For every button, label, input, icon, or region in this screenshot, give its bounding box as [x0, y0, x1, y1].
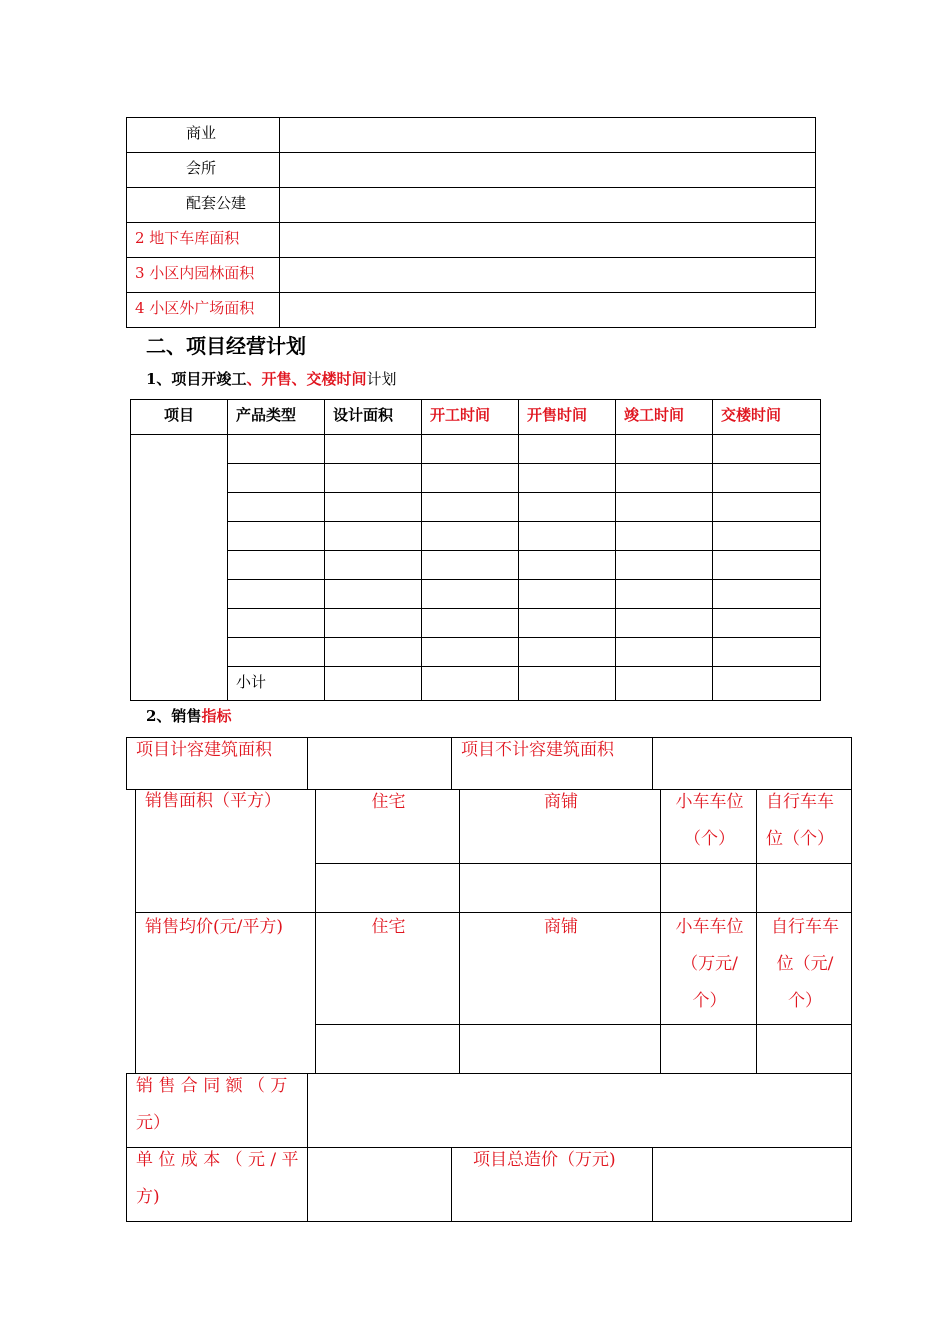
schedule-cell — [616, 638, 713, 667]
schedule-cell — [422, 551, 519, 580]
schedule-row — [131, 667, 821, 701]
schedule-cell — [713, 580, 821, 609]
cell-shops-price-value — [459, 1024, 661, 1074]
cell-car-price-h — [660, 912, 757, 1025]
schedule-cell — [228, 464, 325, 493]
schedule-cell — [228, 551, 325, 580]
schedule-cell — [228, 435, 325, 464]
cell-residential-h2 — [315, 912, 460, 1025]
schedule-cell — [228, 493, 325, 522]
area-row — [127, 223, 816, 258]
shops-label-2: 商铺 — [544, 917, 578, 937]
bike-price-line3: 个） — [788, 991, 822, 1011]
schedule-header-cell: 设计面积 — [325, 400, 422, 435]
car-count-line2: （个） — [684, 829, 735, 849]
schedule-cell — [228, 580, 325, 609]
schedule-cell — [616, 609, 713, 638]
car-price-line1: 小车车位 — [675, 917, 744, 937]
cell-shops-h2 — [459, 912, 661, 1025]
schedule-cell — [713, 464, 821, 493]
area-value-cell — [280, 153, 816, 188]
cell-bike-count-h — [756, 789, 852, 864]
schedule-cell — [422, 464, 519, 493]
cell-bike-price-h — [756, 912, 852, 1025]
schedule-cell — [519, 580, 616, 609]
cell-shops-h1 — [459, 789, 661, 864]
cell-shops-area-value — [459, 863, 661, 913]
schedule-header-cell: 交楼时间 — [713, 400, 821, 435]
schedule-cell — [422, 609, 519, 638]
schedule-cell — [616, 493, 713, 522]
cell-avg-price-label — [135, 912, 316, 1074]
schedule-cell — [616, 464, 713, 493]
cell-sales-area-label — [135, 789, 316, 913]
area-label: 4 小区外广场面积 — [135, 299, 255, 317]
cell-contract-label — [126, 1073, 308, 1148]
area-value-cell — [280, 223, 816, 258]
cell-unit-cost-label — [126, 1147, 308, 1222]
area-table — [126, 117, 816, 328]
bike-count-line2: 位（个） — [766, 829, 834, 849]
schedule-table — [130, 399, 821, 701]
area-row — [127, 118, 816, 153]
schedule-row — [131, 522, 821, 551]
subheading-part2: 、开售、交楼时间 — [246, 370, 367, 388]
area-label-cell — [127, 153, 280, 188]
schedule-cell — [616, 435, 713, 464]
area-value-cell — [280, 188, 816, 223]
subheading-part1: 1、项目开竣工 — [146, 370, 247, 388]
area-label-cell — [127, 188, 280, 223]
schedule-cell — [325, 609, 422, 638]
schedule-header-cell: 竣工时间 — [616, 400, 713, 435]
project-name-cell — [131, 435, 228, 701]
unit-cost-line2: 方) — [136, 1187, 160, 1207]
schedule-cell — [519, 435, 616, 464]
avg-price-label: 销售均价(元/平方) — [145, 917, 283, 937]
schedule-cell — [422, 522, 519, 551]
schedule-cell — [713, 435, 821, 464]
residential-label-2: 住宅 — [371, 917, 406, 937]
schedule-cell — [228, 638, 325, 667]
schedule-subheading — [146, 368, 396, 389]
car-count-line1: 小车车位 — [675, 792, 744, 812]
schedule-cell — [422, 638, 519, 667]
schedule-cell — [422, 435, 519, 464]
cell-residential-price-value — [315, 1024, 460, 1074]
cell-gfa-value — [307, 737, 452, 790]
area-label: 配套公建 — [186, 194, 247, 212]
car-price-line3: 个） — [692, 991, 727, 1011]
cell-bike-price-value — [756, 1024, 852, 1074]
sales-area-label: 销售面积（平方） — [145, 791, 281, 811]
cell-nongfa-value — [652, 737, 852, 790]
schedule-row — [131, 638, 821, 667]
sales-subheading-part1: 2、销售 — [146, 707, 202, 725]
cell-residential-h1 — [315, 789, 460, 864]
schedule-row — [131, 609, 821, 638]
schedule-cell — [713, 551, 821, 580]
schedule-header-cell: 项目 — [131, 400, 228, 435]
schedule-cell — [422, 667, 519, 701]
schedule-cell — [713, 638, 821, 667]
schedule-cell — [616, 522, 713, 551]
area-value-cell — [280, 118, 816, 153]
unit-cost-line1: 单 位 成 本 （ 元 / 平 — [136, 1150, 299, 1170]
schedule-row — [131, 551, 821, 580]
schedule-cell — [228, 609, 325, 638]
bike-price-line1: 自行车车 — [771, 917, 839, 937]
schedule-cell — [422, 580, 519, 609]
schedule-header-cell: 产品类型 — [228, 400, 325, 435]
cell-bike-count-value — [756, 863, 852, 913]
area-label: 3 小区内园林面积 — [135, 264, 255, 282]
schedule-cell — [713, 493, 821, 522]
schedule-cell — [519, 609, 616, 638]
contract-line2: 元） — [136, 1113, 170, 1133]
cell-residential-area-value — [315, 863, 460, 913]
area-label-cell — [127, 258, 280, 293]
cell-nongfa-label — [451, 737, 653, 790]
schedule-row — [131, 580, 821, 609]
schedule-cell — [519, 464, 616, 493]
cell-unit-cost-value — [307, 1147, 452, 1222]
area-label: 2 地下车库面积 — [135, 229, 240, 247]
schedule-row — [131, 464, 821, 493]
schedule-cell — [713, 522, 821, 551]
area-value-cell — [280, 293, 816, 328]
cell-total-cost-label — [451, 1147, 653, 1222]
sales-subheading-part2: 指标 — [201, 707, 232, 725]
subheading-part3: 计划 — [366, 370, 397, 388]
car-price-line2: （万元/ — [681, 954, 738, 974]
area-label-cell — [127, 293, 280, 328]
schedule-cell — [616, 667, 713, 701]
schedule-cell — [325, 522, 422, 551]
schedule-cell — [325, 580, 422, 609]
section-heading: 二、项目经营计划 — [146, 334, 306, 358]
schedule-cell — [519, 522, 616, 551]
area-label: 商业 — [186, 124, 217, 142]
schedule-cell — [422, 493, 519, 522]
schedule-cell — [519, 551, 616, 580]
schedule-cell — [519, 667, 616, 701]
schedule-cell — [616, 551, 713, 580]
cell-car-count-value — [660, 863, 757, 913]
area-row — [127, 258, 816, 293]
schedule-header-cell: 开售时间 — [519, 400, 616, 435]
schedule-cell — [228, 522, 325, 551]
sales-subheading — [146, 705, 231, 726]
schedule-cell — [713, 667, 821, 701]
schedule-cell — [325, 435, 422, 464]
schedule-cell — [325, 464, 422, 493]
bike-count-line1: 自行车车 — [766, 792, 834, 812]
schedule-header-row — [131, 400, 821, 435]
schedule-header-cell: 开工时间 — [422, 400, 519, 435]
cell-car-price-value — [660, 1024, 757, 1074]
schedule-cell — [325, 493, 422, 522]
cell-contract-value — [307, 1073, 852, 1148]
schedule-cell — [325, 551, 422, 580]
schedule-cell — [325, 638, 422, 667]
contract-line1: 销 售 合 同 额 （ 万 — [136, 1076, 288, 1096]
subtotal-label: 小计 — [228, 667, 325, 701]
schedule-row — [131, 435, 821, 464]
schedule-row — [131, 493, 821, 522]
area-row — [127, 188, 816, 223]
gfa-label: 项目计容建筑面积 — [136, 740, 272, 760]
nongfa-label: 项目不计容建筑面积 — [461, 740, 614, 760]
schedule-cell — [325, 667, 422, 701]
residential-label-1: 住宅 — [371, 792, 406, 812]
area-label-cell — [127, 223, 280, 258]
shops-label-1: 商铺 — [544, 792, 578, 812]
total-cost-label: 项目总造价（万元) — [473, 1150, 616, 1170]
schedule-cell — [713, 609, 821, 638]
area-label: 会所 — [186, 159, 217, 177]
schedule-cell — [519, 638, 616, 667]
cell-car-count-h — [660, 789, 757, 864]
schedule-cell — [616, 580, 713, 609]
cell-total-cost-value — [652, 1147, 852, 1222]
area-row — [127, 153, 816, 188]
area-value-cell — [280, 258, 816, 293]
schedule-cell — [519, 493, 616, 522]
bike-price-line2: 位（元/ — [776, 954, 834, 974]
area-row — [127, 293, 816, 328]
area-label-cell — [127, 118, 280, 153]
